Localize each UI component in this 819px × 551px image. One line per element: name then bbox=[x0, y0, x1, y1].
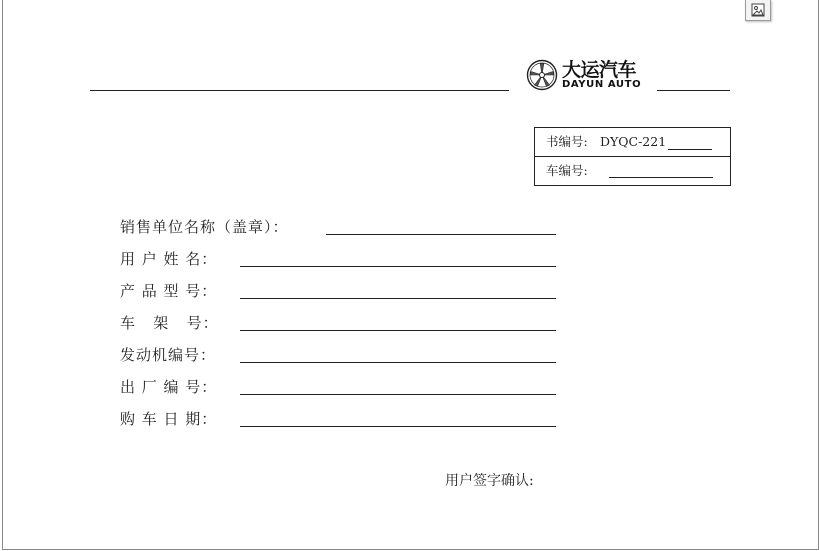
signature-label: 用户签字确认: bbox=[445, 473, 534, 489]
book-number-line bbox=[668, 149, 712, 150]
brand-name-en: DAYUN AUTO bbox=[562, 79, 642, 90]
document-page bbox=[2, 0, 819, 550]
field-line-user-name[interactable] bbox=[240, 266, 556, 267]
field-label-frame-number: 车 架 号： bbox=[120, 314, 219, 332]
brand-name-cn: 大运汽车 bbox=[562, 59, 637, 81]
field-label-model: 产 品 型 号： bbox=[120, 282, 218, 300]
star-wheel-icon bbox=[526, 59, 558, 91]
field-label-engine-number: 发动机编号： bbox=[120, 346, 217, 364]
book-number-label: 书编号: bbox=[546, 134, 588, 149]
header-rule-right bbox=[657, 90, 730, 91]
field-label-dealer: 销售单位名称（盖章）： bbox=[120, 218, 289, 236]
brand-logo bbox=[526, 59, 656, 93]
image-icon[interactable] bbox=[745, 0, 771, 21]
header-rule-left bbox=[90, 90, 509, 91]
book-number-row bbox=[535, 128, 730, 157]
number-box bbox=[534, 127, 731, 186]
car-number-label: 车编号: bbox=[546, 163, 588, 178]
field-line-dealer[interactable] bbox=[326, 234, 556, 235]
car-number-line[interactable] bbox=[609, 177, 713, 178]
field-line-purchase-date[interactable] bbox=[240, 426, 556, 427]
field-label-user-name: 用 户 姓 名： bbox=[120, 250, 218, 268]
field-line-factory-number[interactable] bbox=[240, 394, 556, 395]
car-number-row bbox=[535, 157, 730, 185]
book-number-value: DYQC-221 bbox=[600, 134, 667, 149]
field-label-purchase-date: 购 车 日 期： bbox=[120, 410, 218, 428]
field-line-model[interactable] bbox=[240, 298, 556, 299]
field-line-frame-number[interactable] bbox=[240, 330, 556, 331]
field-label-factory-number: 出 厂 编 号： bbox=[120, 378, 218, 396]
field-line-engine-number[interactable] bbox=[240, 362, 556, 363]
